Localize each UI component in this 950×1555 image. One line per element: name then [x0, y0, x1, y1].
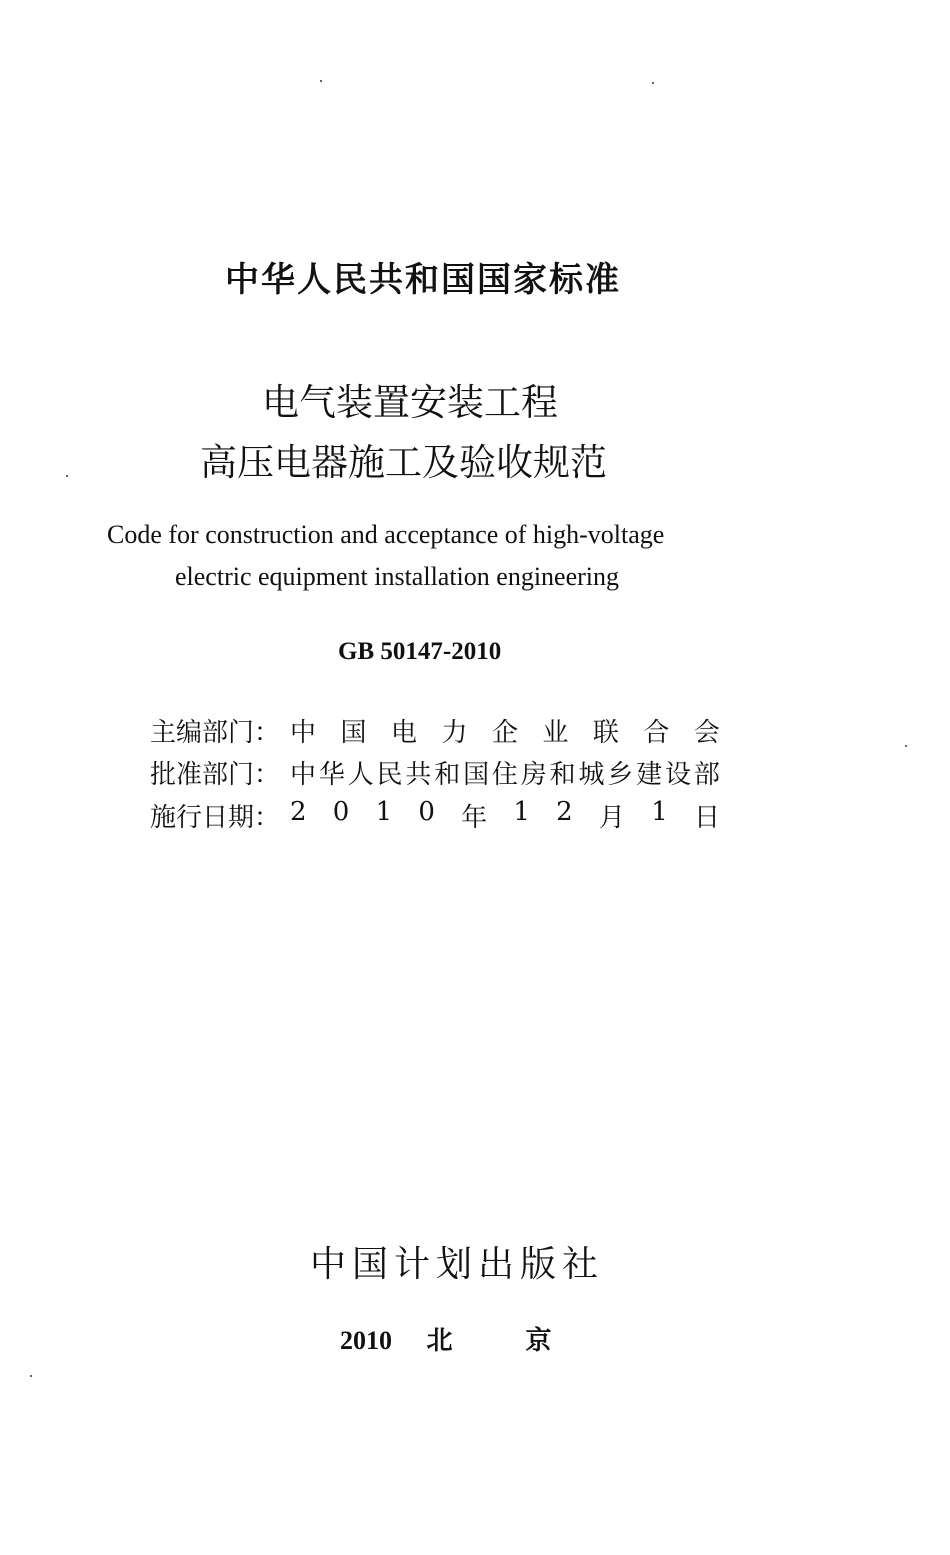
title-en-line-1: Code for construction and acceptance of high-voltage	[107, 520, 665, 549]
publisher: 中国计划出版社	[310, 1244, 605, 1285]
standard-code: GB 50147-2010	[338, 638, 502, 665]
meta-value: 中 华 人 民 共 和 国 住 房 和 城 乡 建 设 部	[290, 760, 720, 790]
meta-label: 主编部门：	[150, 718, 281, 748]
meta-label: 施行日期：	[150, 803, 281, 833]
scan-speck	[652, 82, 654, 84]
scan-speck	[905, 745, 907, 747]
meta-value: 中 国 电 力 企 业 联 合 会	[290, 718, 720, 748]
publication-line	[340, 1320, 600, 1357]
scan-speck	[30, 1375, 32, 1377]
meta-label: 批准部门：	[150, 760, 281, 790]
publication-city: 北 京	[426, 1326, 572, 1355]
title-en-line-2: electric equipment installation engineering	[175, 562, 620, 591]
meta-effective-date	[150, 797, 720, 834]
scan-speck	[320, 80, 322, 82]
meta-approver	[150, 754, 720, 791]
scan-speck	[66, 475, 68, 477]
publication-year: 2010	[340, 1326, 392, 1355]
meta-value: 2 0 1 0 年 1 2 月 1 日	[290, 797, 720, 833]
title-cn-line-2: 高压电器施工及验收规范	[200, 441, 607, 484]
meta-editor	[150, 712, 720, 749]
standard-label: 中华人民共和国国家标准	[225, 260, 621, 300]
title-cn-line-1: 电气装置安装工程	[262, 381, 558, 424]
